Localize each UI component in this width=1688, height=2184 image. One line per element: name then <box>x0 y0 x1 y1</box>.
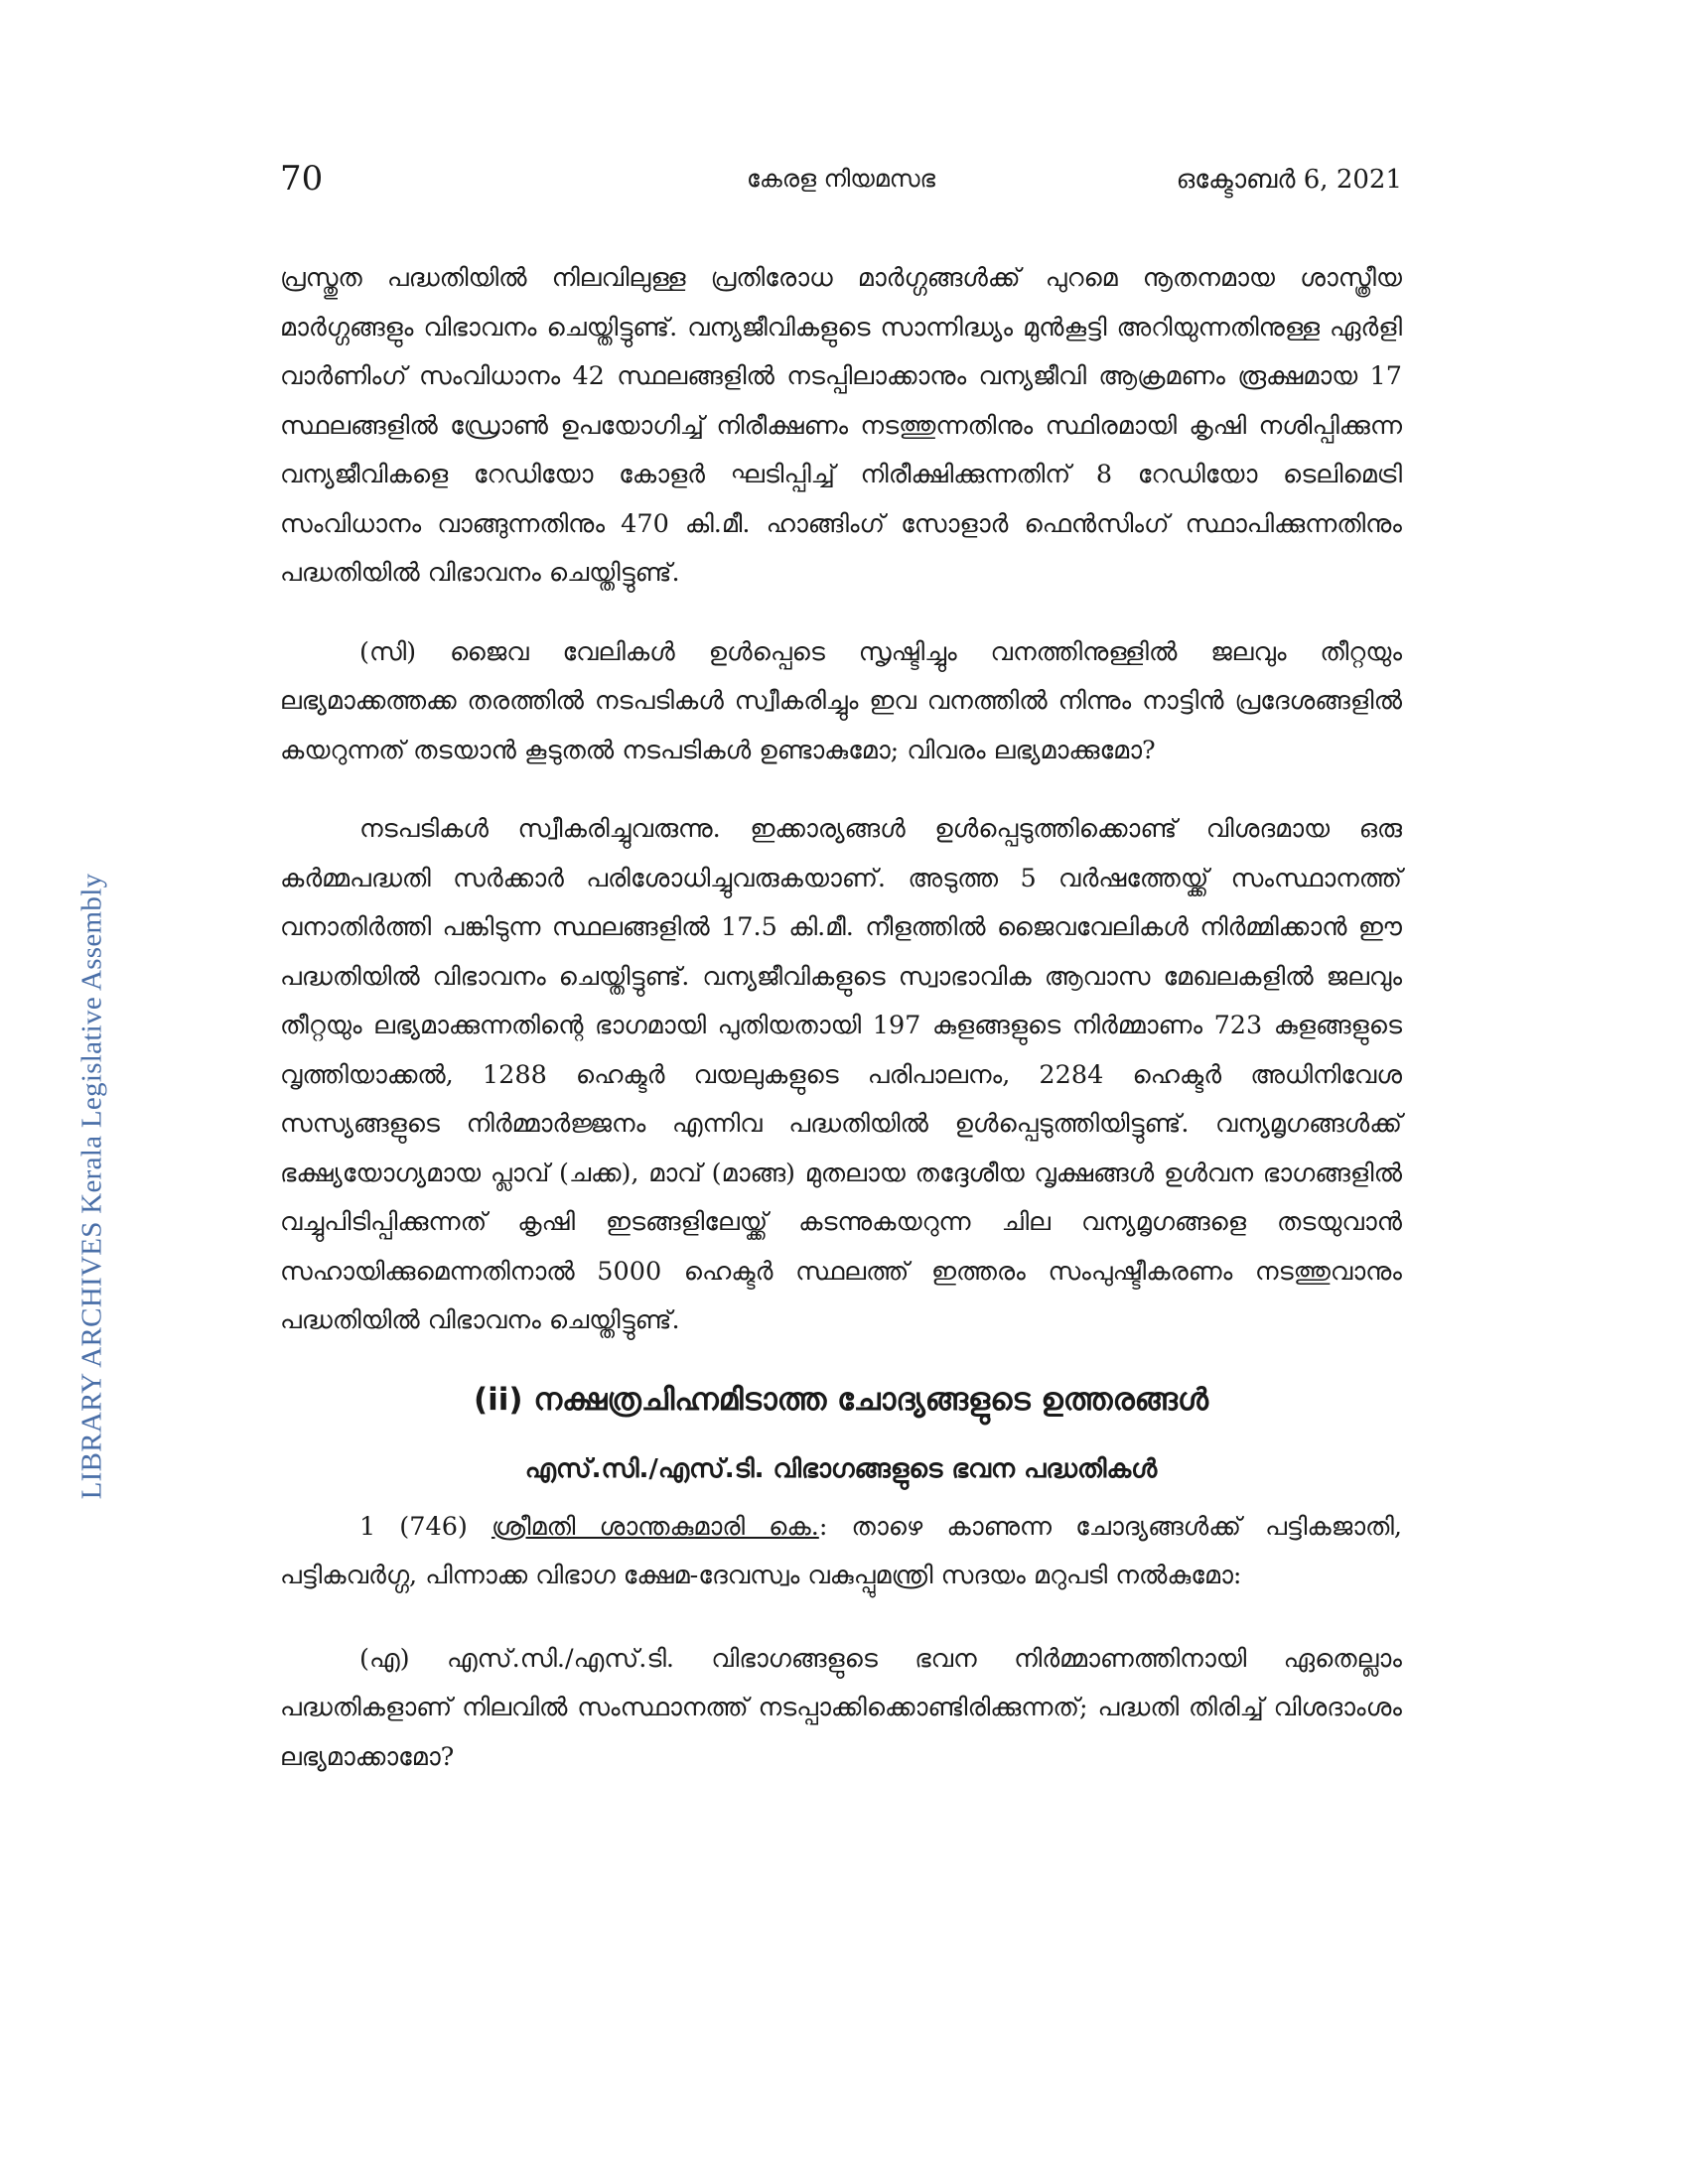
watermark-text: LIBRARY ARCHIVES Kerala Legislative Assembly <box>75 873 108 1500</box>
question-number: 1 (746) <box>359 1511 468 1542</box>
sub-heading: എസ്.സി./എസ്.ടി. വിഭാഗങ്ങളുടെ ഭവന പദ്ധതികൾ <box>524 1453 1158 1484</box>
paragraph-question-c: (സി) ജൈവ വേലികൾ ഉൾപ്പെടെ സൃഷ്ടിച്ചും വനത്തിനുള്ളിൽ ജലവും തീറ്റയും ലഭ്യമാക്കത്തക്ക തരത്തിൽ നടപടികൾ സ്വീകരിച്ചും ഇവ വനത്തിൽ നിന്നും നാട്ടിൻ പ്രദേശങ്ങളിൽ കയറുന്നത് തടയാൻ കൂടുതൽ നടപടികൾ ഉണ്ടാകുമോ; വിവരം ലഭ്യമാക്കുമോ? <box>280 636 1402 765</box>
paragraph-1: പ്രസ്തുത പദ്ധതിയിൽ നിലവിലുള്ള പ്രതിരോധ മാർഗ്ഗങ്ങൾക്ക് പുറമെ നൂതനമായ ശാസ്ത്രീയ മാർഗ്ഗങ്ങളും വിഭാവനം ചെയ്തിട്ടുണ്ട്. വന്യജീവികളുടെ സാന്നിദ്ധ്യം മുൻകൂട്ടി അറിയുന്നതിനുള്ള ഏർളി വാർണിംഗ് സംവിധാനം 42 സ്ഥലങ്ങളിൽ നടപ്പിലാക്കാനും വന്യജീവി ആക്രമണം രൂക്ഷമായ 17 സ്ഥലങ്ങളിൽ ഡ്രോൺ ഉപയോഗിച്ച് നിരീക്ഷണം നടത്തുന്നതിനും സ്ഥിരമായി കൃഷി നശിപ്പിക്കുന്ന വന്യജീവികളെ റേഡിയോ കോളർ ഘടിപ്പിച്ച് നിരീക്ഷിക്കുന്നതിന് 8 റേഡിയോ ടെലിമെട്രി സംവിധാനം വാങ്ങുന്നതിനും 470 കി.മീ. ഹാങ്ങിംഗ് സോളാർ ഫെൻസിംഗ് സ്ഥാപിക്കുന്നതിനും പദ്ധതിയിൽ വിഭാവനം ചെയ്തിട്ടുണ്ട്. <box>280 263 1402 588</box>
page-number: 70 <box>280 159 324 199</box>
paragraph-answer-c: നടപടികൾ സ്വീകരിച്ചുവരുന്നു. ഇക്കാര്യങ്ങൾ ഉൾപ്പെടുത്തിക്കൊണ്ട് വിശദമായ ഒരു കർമ്മപദ്ധതി സർക്കാർ പരിശോധിച്ചുവരുകയാണ്. അടുത്ത 5 വർഷത്തേയ്ക്ക് സംസ്ഥാനത്ത് വനാതിർത്തി പങ്കിടുന്ന സ്ഥലങ്ങളിൽ 17.5 കി.മീ. നീളത്തിൽ ജൈവവേലികൾ നിർമ്മിക്കാൻ ഈ പദ്ധതിയിൽ വിഭാവനം ചെയ്തിട്ടുണ്ട്. വന്യജീവികളുടെ സ്വാഭാവിക ആവാസ മേഖലകളിൽ ജലവും തീറ്റയും ലഭ്യമാക്കുന്നതിന്റെ ഭാഗമായി പുതിയതായി 197 കുളങ്ങളുടെ നിർമ്മാണം 723 കുളങ്ങളുടെ വൃത്തിയാക്കൽ, 1288 ഹെക്ടർ വയലുകളുടെ പരിപാലനം, 2284 ഹെക്ടർ അധിനിവേശ സസ്യങ്ങളുടെ നിർമ്മാർജ്ജനം എന്നിവ പദ്ധതിയിൽ ഉൾപ്പെടുത്തിയിട്ടുണ്ട്. വന്യമൃഗങ്ങൾക്ക് ഭക്ഷ്യയോഗ്യമായ പ്ലാവ് (ചക്ക), മാവ് (മാങ്ങ) മുതലായ തദ്ദേശീയ വൃക്ഷങ്ങൾ ഉൾവന ഭാഗങ്ങളിൽ വച്ചുപിടിപ്പിക്കുന്നത് കൃഷി ഇടങ്ങളിലേയ്ക്ക് കടന്നുകയറുന്ന ചില വന്യമൃഗങ്ങളെ തടയുവാൻ സഹായിക്കുമെന്നതിനാൽ 5000 ഹെക്ടർ സ്ഥലത്ത് ഇത്തരം സംപുഷ്ടീകരണം നടത്തുവാനും പദ്ധതിയിൽ വിഭാവനം ചെയ്തിട്ടുണ്ട്. <box>280 814 1402 1335</box>
section-heading: (ii) നക്ഷത്രചിഹ്നമിടാത്ത ചോദ്യങ്ങളുടെ ഉത്തരങ്ങൾ <box>473 1381 1209 1418</box>
question-paragraph <box>280 1503 1402 1601</box>
member-name: ശ്രീമതി ശാന്തകുമാരി കെ. <box>491 1511 819 1542</box>
header-date: ഒക്ടോബർ 6, 2021 <box>1176 165 1402 195</box>
header-title: കേരള നിയമസഭ <box>746 165 936 193</box>
question-text: : താഴെ കാണുന്ന ചോദ്യങ്ങൾക്ക് പട്ടികജാതി, പട്ടികവർഗ്ഗ, പിന്നാക്ക വിഭാഗ ക്ഷേമ-ദേവസ്വം വകുപ്പുമന്ത്രി സദയം മറുപടി നൽകുമോ: <box>280 1511 1402 1590</box>
page-body <box>280 254 1402 1782</box>
paragraph-question-a: (എ) എസ്.സി./എസ്.ടി. വിഭാഗങ്ങളുടെ ഭവന നിർമ്മാണത്തിനായി ഏതെല്ലാം പദ്ധതികളാണ് നിലവിൽ സംസ്ഥാനത്ത് നടപ്പാക്കിക്കൊണ്ടിരിക്കുന്നത്; പദ്ധതി തിരിച്ച് വിശദാംശം ലഭ്യമാക്കാമോ? <box>280 1643 1402 1772</box>
page-header <box>280 159 1402 218</box>
